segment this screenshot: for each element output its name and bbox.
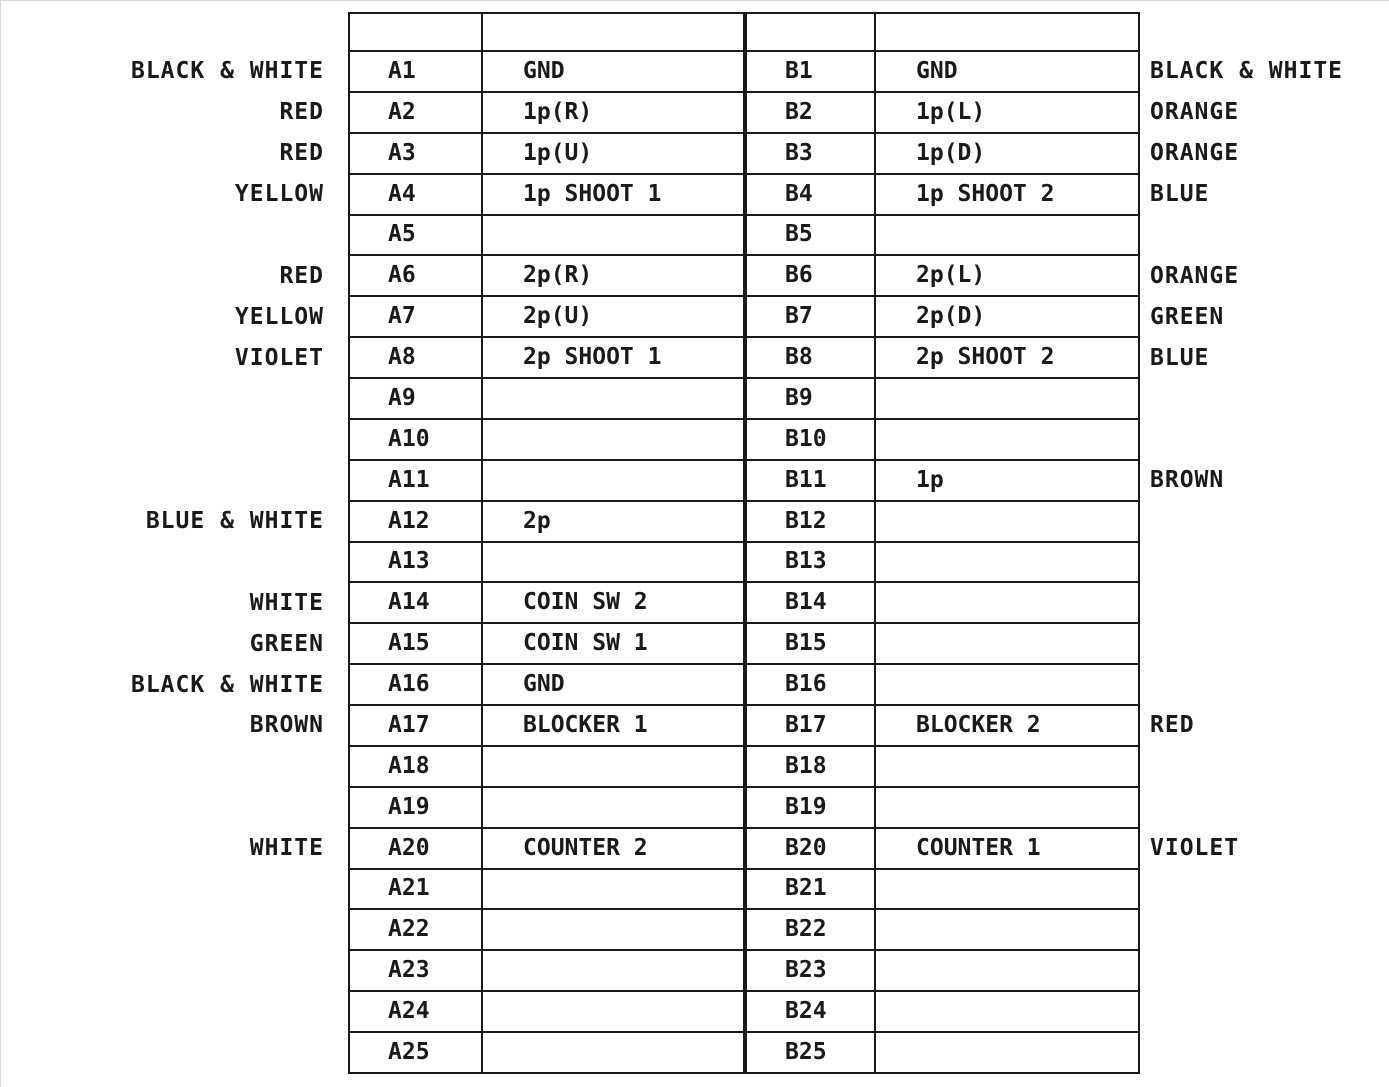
a-signal-cell <box>482 746 745 787</box>
b-pin-cell: B5 <box>745 215 875 256</box>
table-row <box>349 337 1139 378</box>
b-signal-cell <box>875 787 1139 828</box>
wire-color-label: BLUE <box>1150 344 1210 371</box>
b-pin-cell: B25 <box>745 1032 875 1073</box>
b-pin-cell: B14 <box>745 582 875 623</box>
a-pin-cell: A13 <box>349 542 482 583</box>
wire-color-label: RED <box>279 140 324 167</box>
b-signal-cell <box>875 623 1139 664</box>
a-signal-cell: 2p(U) <box>482 296 745 337</box>
a-pin-cell: A23 <box>349 950 482 991</box>
b-pin-cell: B19 <box>745 787 875 828</box>
b-signal-cell <box>875 378 1139 419</box>
header-cell-b-pin <box>745 13 875 51</box>
table-row <box>349 255 1139 296</box>
a-signal-cell: GND <box>482 664 745 705</box>
table-row <box>349 174 1139 215</box>
header-cell-a-signal <box>482 13 745 51</box>
pinout-table-wrap <box>348 12 1138 1074</box>
a-pin-cell: A5 <box>349 215 482 256</box>
b-pin-cell: B6 <box>745 255 875 296</box>
table-row <box>349 787 1139 828</box>
left-wire-colors <box>96 0 336 1087</box>
a-signal-cell <box>482 542 745 583</box>
a-signal-cell <box>482 215 745 256</box>
wire-color-label: VIOLET <box>1150 835 1240 862</box>
wire-color-label: GREEN <box>1150 303 1225 330</box>
b-pin-cell: B4 <box>745 174 875 215</box>
a-pin-cell: A21 <box>349 869 482 910</box>
table-row <box>349 296 1139 337</box>
table-header-row <box>349 13 1139 51</box>
a-signal-cell: GND <box>482 51 745 92</box>
a-pin-cell: A7 <box>349 296 482 337</box>
b-pin-cell: B10 <box>745 419 875 460</box>
a-pin-cell: A19 <box>349 787 482 828</box>
table-row <box>349 828 1139 869</box>
header-cell-a-pin <box>349 13 482 51</box>
a-signal-cell: 1p SHOOT 1 <box>482 174 745 215</box>
a-signal-cell: 1p(R) <box>482 92 745 133</box>
b-signal-cell <box>875 746 1139 787</box>
b-pin-cell: B13 <box>745 542 875 583</box>
b-signal-cell: COUNTER 1 <box>875 828 1139 869</box>
b-pin-cell: B22 <box>745 909 875 950</box>
b-signal-cell <box>875 991 1139 1032</box>
table-row <box>349 991 1139 1032</box>
a-pin-cell: A4 <box>349 174 482 215</box>
b-signal-cell: 1p(L) <box>875 92 1139 133</box>
a-signal-cell: COUNTER 2 <box>482 828 745 869</box>
a-pin-cell: A2 <box>349 92 482 133</box>
table-row <box>349 542 1139 583</box>
table-row <box>349 869 1139 910</box>
wire-color-label: ORANGE <box>1150 140 1240 167</box>
a-pin-cell: A1 <box>349 51 482 92</box>
wire-color-label: BLACK & WHITE <box>1150 58 1344 85</box>
a-pin-cell: A16 <box>349 664 482 705</box>
table-row <box>349 582 1139 623</box>
b-signal-cell <box>875 419 1139 460</box>
wire-color-label: BROWN <box>249 712 324 739</box>
b-pin-cell: B9 <box>745 378 875 419</box>
a-pin-cell: A14 <box>349 582 482 623</box>
wire-color-label: BLACK & WHITE <box>130 58 324 85</box>
table-row <box>349 460 1139 501</box>
b-pin-cell: B21 <box>745 869 875 910</box>
table-row <box>349 950 1139 991</box>
a-pin-cell: A11 <box>349 460 482 501</box>
a-signal-cell <box>482 460 745 501</box>
table-row <box>349 1032 1139 1073</box>
wire-color-label: ORANGE <box>1150 262 1240 289</box>
a-signal-cell: 2p SHOOT 1 <box>482 337 745 378</box>
b-signal-cell <box>875 664 1139 705</box>
header-cell-b-signal <box>875 13 1139 51</box>
a-pin-cell: A22 <box>349 909 482 950</box>
b-signal-cell <box>875 1032 1139 1073</box>
table-row <box>349 746 1139 787</box>
b-signal-cell <box>875 501 1139 542</box>
a-pin-cell: A25 <box>349 1032 482 1073</box>
a-pin-cell: A24 <box>349 991 482 1032</box>
a-signal-cell <box>482 950 745 991</box>
b-pin-cell: B2 <box>745 92 875 133</box>
b-pin-cell: B1 <box>745 51 875 92</box>
a-signal-cell: 2p <box>482 501 745 542</box>
b-signal-cell: GND <box>875 51 1139 92</box>
wire-color-label: BLUE <box>1150 181 1210 208</box>
b-signal-cell <box>875 869 1139 910</box>
a-pin-cell: A9 <box>349 378 482 419</box>
b-pin-cell: B18 <box>745 746 875 787</box>
wire-color-label: WHITE <box>249 589 324 616</box>
b-signal-cell <box>875 909 1139 950</box>
wire-color-label: BLACK & WHITE <box>130 671 324 698</box>
wire-color-label: BROWN <box>1150 467 1225 494</box>
b-signal-cell: 2p(D) <box>875 296 1139 337</box>
table-row <box>349 664 1139 705</box>
b-signal-cell <box>875 542 1139 583</box>
a-signal-cell <box>482 909 745 950</box>
b-pin-cell: B23 <box>745 950 875 991</box>
pinout-table <box>348 12 1140 1074</box>
b-signal-cell <box>875 582 1139 623</box>
a-pin-cell: A6 <box>349 255 482 296</box>
a-signal-cell <box>482 991 745 1032</box>
a-pin-cell: A15 <box>349 623 482 664</box>
a-pin-cell: A12 <box>349 501 482 542</box>
a-pin-cell: A3 <box>349 133 482 174</box>
b-signal-cell <box>875 950 1139 991</box>
a-pin-cell: A17 <box>349 705 482 746</box>
b-signal-cell: 1p(D) <box>875 133 1139 174</box>
a-pin-cell: A18 <box>349 746 482 787</box>
a-signal-cell: COIN SW 2 <box>482 582 745 623</box>
a-pin-cell: A8 <box>349 337 482 378</box>
table-row <box>349 909 1139 950</box>
b-signal-cell: 1p <box>875 460 1139 501</box>
table-row <box>349 501 1139 542</box>
a-pin-cell: A20 <box>349 828 482 869</box>
wire-color-label: YELLOW <box>234 303 324 330</box>
b-signal-cell <box>875 215 1139 256</box>
table-row <box>349 92 1139 133</box>
b-pin-cell: B3 <box>745 133 875 174</box>
a-signal-cell <box>482 419 745 460</box>
b-pin-cell: B16 <box>745 664 875 705</box>
b-pin-cell: B11 <box>745 460 875 501</box>
wire-color-label: RED <box>279 99 324 126</box>
wire-color-label: RED <box>1150 712 1195 739</box>
a-signal-cell: 2p(R) <box>482 255 745 296</box>
b-signal-cell: 2p SHOOT 2 <box>875 337 1139 378</box>
a-signal-cell <box>482 787 745 828</box>
table-row <box>349 419 1139 460</box>
b-signal-cell: 2p(L) <box>875 255 1139 296</box>
a-signal-cell <box>482 1032 745 1073</box>
b-pin-cell: B17 <box>745 705 875 746</box>
b-pin-cell: B20 <box>745 828 875 869</box>
a-signal-cell <box>482 378 745 419</box>
wire-color-label: ORANGE <box>1150 99 1240 126</box>
b-pin-cell: B8 <box>745 337 875 378</box>
wire-color-label: YELLOW <box>234 181 324 208</box>
table-row <box>349 623 1139 664</box>
b-pin-cell: B24 <box>745 991 875 1032</box>
b-pin-cell: B12 <box>745 501 875 542</box>
a-signal-cell: BLOCKER 1 <box>482 705 745 746</box>
a-signal-cell: 1p(U) <box>482 133 745 174</box>
table-row <box>349 378 1139 419</box>
table-row <box>349 215 1139 256</box>
b-signal-cell: BLOCKER 2 <box>875 705 1139 746</box>
wire-color-label: BLUE & WHITE <box>145 508 324 535</box>
wire-color-label: VIOLET <box>234 344 324 371</box>
table-row <box>349 51 1139 92</box>
b-pin-cell: B15 <box>745 623 875 664</box>
right-wire-colors <box>1150 0 1389 1087</box>
a-signal-cell <box>482 869 745 910</box>
wire-color-label: WHITE <box>249 835 324 862</box>
b-pin-cell: B7 <box>745 296 875 337</box>
wire-color-label: GREEN <box>249 630 324 657</box>
a-signal-cell: COIN SW 1 <box>482 623 745 664</box>
table-row <box>349 133 1139 174</box>
a-pin-cell: A10 <box>349 419 482 460</box>
wire-color-label: RED <box>279 262 324 289</box>
table-row <box>349 705 1139 746</box>
b-signal-cell: 1p SHOOT 2 <box>875 174 1139 215</box>
